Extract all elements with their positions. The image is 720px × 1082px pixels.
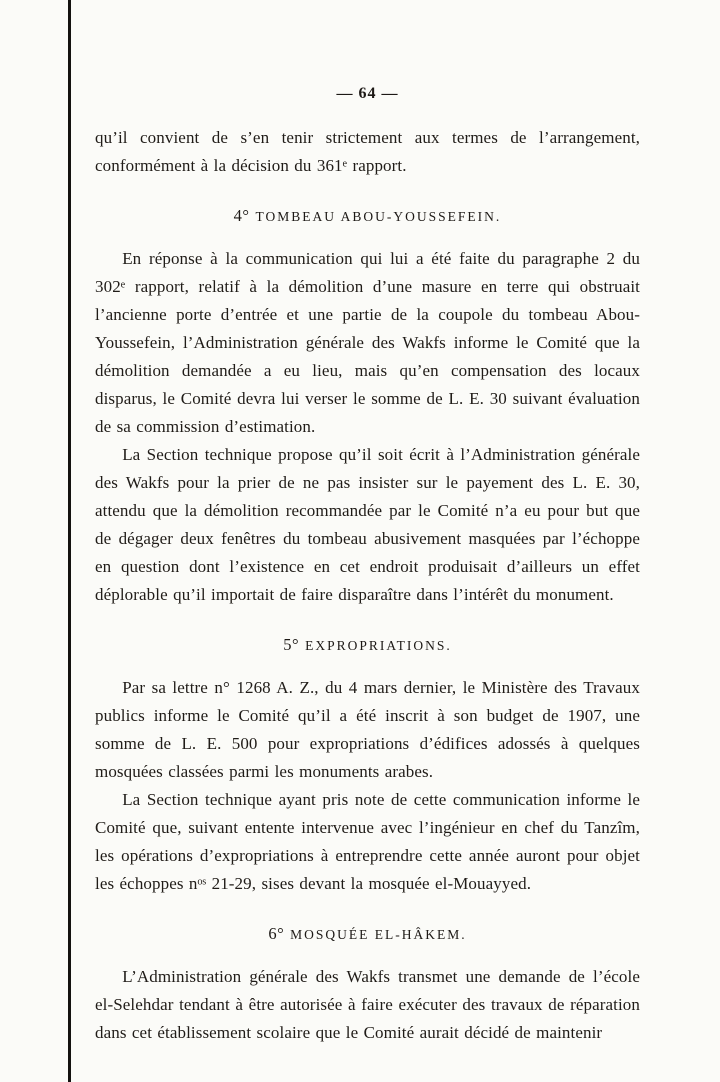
scan-edge-line	[68, 0, 71, 1082]
section-heading	[95, 204, 640, 227]
section-number: 4°	[233, 206, 250, 225]
text-block	[95, 124, 640, 1047]
section-title: MOSQUÉE EL-HÂKEM.	[290, 927, 467, 942]
intro-paragraph: qu’il convient de s’en tenir strictement aux termes de l’arrangement, conformément à la décision du 361ᵉ rapport.	[95, 128, 640, 175]
section-number: 6°	[268, 924, 285, 943]
paragraph: L’Administration générale des Wakfs transmet une demande de l’école el-Selehdar tendant à être autorisée à faire exécuter des travaux de réparation dans cet établissement scolaire que le Comité aurait décidé de maintenir	[95, 967, 640, 1042]
section-tombeau-abou-youssefein	[95, 204, 640, 609]
section-mosquee-el-hakem	[95, 922, 640, 1047]
page-number: — 64 —	[336, 85, 399, 102]
section-expropriations	[95, 633, 640, 898]
paragraph: Par sa lettre n° 1268 A. Z., du 4 mars dernier, le Ministère des Travaux publics informe le Comité qu’il a été inscrit à son budget de 1907, une somme de L. E. 500 pour expropriations d’édifices adossés à quelques mosquées classées parmi les monuments arabes.	[95, 678, 640, 781]
section-title: TOMBEAU ABOU-YOUSSEFEIN.	[255, 209, 502, 224]
section-heading	[95, 633, 640, 656]
paragraph: En réponse à la communication qui lui a été faite du paragraphe 2 du 302ᵉ rapport, relatif à la démolition d’une masure en terre qui obstruait l’ancienne porte d’entrée et une partie de la coupole du tombeau Abou-Youssefein, l’Administration générale des Wakfs informe le Comité que la démolition demandée a eu lieu, mais qu’en compensation des locaux disparus, le Comité devra lui verser le somme de L. E. 30 suivant évaluation de sa commission d’estimation.	[95, 249, 640, 436]
section-heading	[95, 922, 640, 945]
section-title: EXPROPRIATIONS.	[305, 638, 452, 653]
paragraph: La Section technique ayant pris note de cette communication informe le Comité que, suivant entente intervenue avec l’ingénieur en chef du Tanzîm, les opérations d’expropriations à entreprendre cette année auront pour objet les échoppes nᵒˢ 21-29, sises devant la mosquée el-Mouayyed.	[95, 790, 640, 893]
paragraph: La Section technique propose qu’il soit écrit à l’Administration générale des Wakfs pour la prier de ne pas insister sur le payement des L. E. 30, attendu que la démolition recommandée par le Comité n’a eu pour but que de dégager deux fenêtres du tombeau abusivement masquées par l’échoppe en question dont l’existence en cet endroit produisait d’ailleurs un effet déplorable qu’il importait de faire disparaître dans l’intérêt du monument.	[95, 445, 640, 604]
section-number: 5°	[283, 635, 300, 654]
